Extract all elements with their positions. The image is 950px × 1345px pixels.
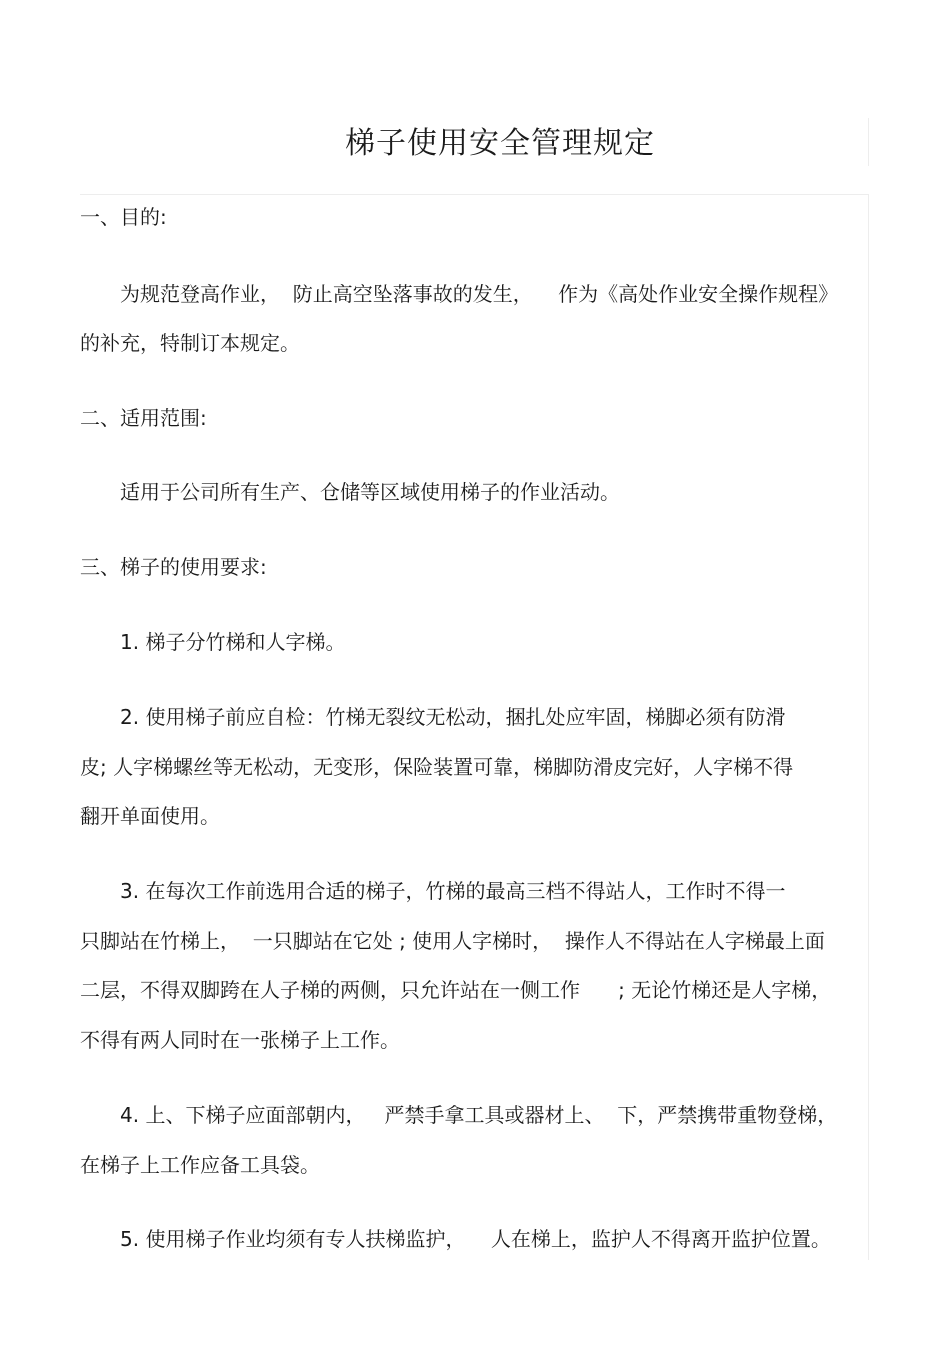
requirement-item-1: 1. 梯子分竹梯和人字梯。: [120, 630, 346, 654]
requirement-item-4-line: 4. 上、下梯子应面部朝内， 严禁手拿工具或器材上、 下，严禁携带重物登梯，: [120, 1103, 838, 1127]
section-heading-scope: 二、适用范围:: [80, 406, 207, 430]
section-heading-requirements: 三、梯子的使用要求:: [80, 555, 267, 579]
requirement-item-2-line: 翻开单面使用。: [80, 804, 220, 828]
purpose-line: 的补充，特制订本规定。: [80, 331, 300, 355]
requirement-item-5-line: 5. 使用梯子作业均须有专人扶梯监护， 人在梯上，监护人不得离开监护位置。: [120, 1227, 831, 1251]
requirement-item-3-line: 二层，不得双脚跨在人子梯的两侧，只允许站在一侧工作 ; 无论竹梯还是人字梯，: [80, 978, 832, 1002]
requirement-item-4-line: 在梯子上工作应备工具袋。: [80, 1153, 320, 1177]
document-title: 梯子使用安全管理规定: [345, 126, 655, 161]
section-heading-purpose: 一、目的:: [80, 205, 167, 229]
requirement-item-2-line: 2. 使用梯子前应自检：竹梯无裂纹无松动，捆扎处应牢固，梯脚必须有防滑: [120, 705, 786, 729]
page-border-right: [868, 195, 869, 1260]
requirement-item-3-line: 3. 在每次工作前选用合适的梯子，竹梯的最高三档不得站人，工作时不得一: [120, 879, 786, 903]
page-border-horizontal: [80, 194, 869, 195]
requirement-item-2-line: 皮; 人字梯螺丝等无松动，无变形，保险装置可靠，梯脚防滑皮完好，人字梯不得: [80, 755, 794, 779]
requirement-item-3-line: 不得有两人同时在一张梯子上工作。: [80, 1028, 400, 1052]
requirement-item-3-line: 只脚站在竹梯上， 一只脚站在它处 ; 使用人字梯时， 操作人不得站在人字梯最上面: [80, 929, 825, 953]
purpose-line: 为规范登高作业， 防止高空坠落事故的发生， 作为《高处作业安全操作规程》: [120, 282, 839, 306]
scope-line: 适用于公司所有生产、仓储等区域使用梯子的作业活动。: [120, 480, 620, 504]
